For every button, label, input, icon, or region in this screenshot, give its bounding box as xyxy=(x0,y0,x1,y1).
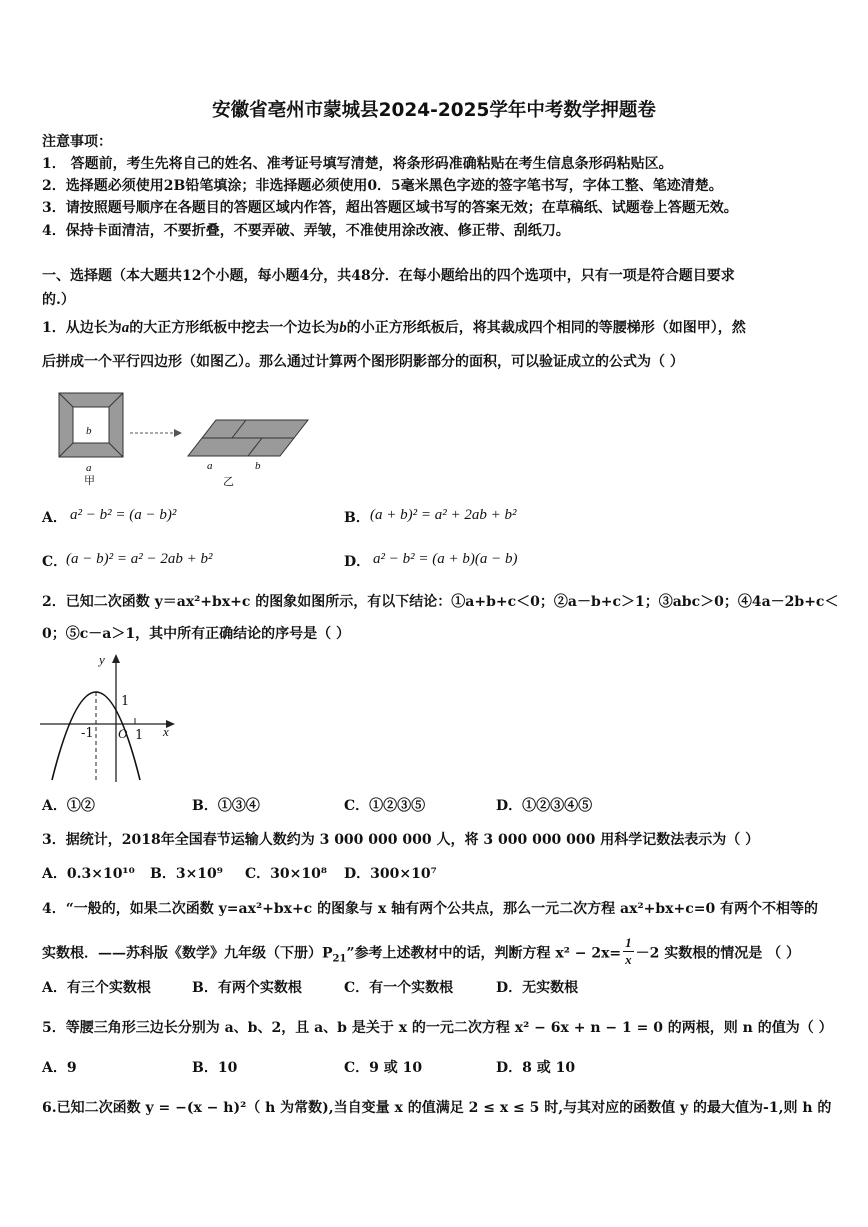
q1-figure-jia-caption: 甲 xyxy=(84,474,95,487)
q5-option-a: A．9 xyxy=(42,1060,77,1076)
q2-option-c: C．①②③⑤ xyxy=(344,798,426,814)
q4-text-line2: 实数根．——苏科版《数学》九年级（下册）$P_{21}$”参考上述教材中的话，判断方程 x² − 2x= $\frac{1}{x}$ －2 实数根的情况是 （ ） xyxy=(42,935,801,967)
q4-option-d: D．无实数根 xyxy=(496,980,579,996)
q3-option-c: C．30×10⁸ xyxy=(245,866,327,882)
q1-option-a-label: A． xyxy=(42,510,67,526)
q1-figure-yi-caption: 乙 xyxy=(223,475,234,488)
q3-option-b: B．3×10⁹ xyxy=(150,866,223,882)
q1-option-d-label: D． xyxy=(344,554,371,570)
q2-graph-tick-1: 1 xyxy=(135,728,144,743)
q2-graph-tick-neg1: -1 xyxy=(81,726,94,741)
q4-option-a: A．有三个实数根 xyxy=(42,980,151,996)
section-heading-cont: 的.） xyxy=(42,292,75,308)
q1-option-d-formula: a² − b² = (a + b)(a − b) xyxy=(373,551,518,567)
q1-figure-yi xyxy=(186,419,310,457)
q2-graph-x-label: x xyxy=(163,724,169,739)
q1-option-b-label: B． xyxy=(344,510,370,526)
q5-option-d: D．8 或 10 xyxy=(496,1060,576,1076)
q2-option-b: B．①③④ xyxy=(192,798,260,814)
q3-text: 3．据统计，2018年全国春节运输人数约为 3 000 000 000 人，将 3 000 000 000 用科学记数法表示为（ ） xyxy=(42,832,760,848)
q1-figure-jia-a: a xyxy=(86,462,92,474)
q3-option-a: A．0.3×10¹⁰ xyxy=(42,866,135,882)
notice-item-3: 3．请按照题号顺序在各题目的答题区域内作答，超出答题区域书写的答案无效；在草稿纸、试题卷上答题无效。 xyxy=(42,200,738,216)
notice-item-2: 2．选择题必须使用2B铅笔填涂；非选择题必须使用0．5毫米黑色字迹的签字笔书写，字体工整、笔迹清楚。 xyxy=(42,178,723,194)
notice-item-1: 1． 答题前，考生先将自己的姓名、准考证号填写清楚，将条形码准确粘贴在考生信息条形码粘贴区。 xyxy=(42,156,673,172)
notice-heading: 注意事项： xyxy=(42,134,112,150)
q5-option-c: C．9 或 10 xyxy=(344,1060,423,1076)
q6-text: 6.已知二次函数 y = −(x − h)²（ h 为常数),当自变量 x 的值满足 2 ≤ x ≤ 5 时,与其对应的函数值 y 的最大值为-1,则 h 的 xyxy=(42,1100,832,1116)
q4-option-c: C．有一个实数根 xyxy=(344,980,454,996)
q1-text-line2: 后拼成一个平行四边形（如图乙）。那么通过计算两个图形阴影部分的面积，可以验证成立的公式为（ ） xyxy=(42,354,684,370)
q1-figure-yi-b: b xyxy=(255,460,261,472)
q3-option-d: D．300×10⁷ xyxy=(344,866,437,882)
q2-parabola-graph xyxy=(38,652,178,786)
q4-text-line1: 4．“一般的，如果二次函数 y=ax²+bx+c 的图象与 x 轴有两个公共点，那么一元二次方程 ax²+bx+c=0 有两个不相等的 xyxy=(42,901,819,917)
q1-figure-yi-a: a xyxy=(207,460,213,472)
q2-graph-y-label: y xyxy=(99,652,105,667)
q2-option-d: D．①②③④⑤ xyxy=(496,798,593,814)
q2-graph-y-tick-1: 1 xyxy=(121,694,130,709)
q1-option-b-formula: (a + b)² = a² + 2ab + b² xyxy=(370,507,517,523)
q2-graph-origin: O xyxy=(118,726,128,741)
q1-figure-jia-b: b xyxy=(86,425,92,437)
q5-option-b: B．10 xyxy=(192,1060,238,1076)
q1-option-a-formula: a² − b² = (a − b)² xyxy=(70,507,177,523)
q2-text-line2: 0；⑤c－a＞1，其中所有正确结论的序号是（ ） xyxy=(42,626,350,642)
q2-text-line1: 2．已知二次函数 y＝ax²+bx+c 的图象如图所示，有以下结论：①a+b+c＜0；②a－b+c＞1；③abc＞0；④4a－2b+c＜ xyxy=(42,594,839,610)
q1-option-c-formula: (a − b)² = a² − 2ab + b² xyxy=(66,551,213,567)
page-title: 安徽省亳州市蒙城县2024-2025学年中考数学押题卷 xyxy=(212,100,656,121)
section-heading: 一、选择题（本大题共12个小题，每小题4分，共48分．在每小题给出的四个选项中，只有一项是符合题目要求 xyxy=(42,268,735,284)
q5-text: 5．等腰三角形三边长分别为 a、b、2，且 a、b 是关于 x 的一元二次方程 x² − 6x + n − 1 = 0 的两根，则 n 的值为（ ） xyxy=(42,1020,833,1036)
notice-item-4: 4．保持卡面清洁，不要折叠，不要弄破、弄皱，不准使用涂改液、修正带、刮纸刀。 xyxy=(42,223,570,239)
q4-option-b: B．有两个实数根 xyxy=(192,980,302,996)
q1-option-c-label: C． xyxy=(42,554,68,570)
q1-text-line1: 1．从边长为a的大正方形纸板中挖去一个边长为b的小正方形纸板后，将其裁成四个相同的等腰梯形（如图甲），然 xyxy=(42,320,746,336)
q1-arrow-icon xyxy=(130,423,182,433)
q2-option-a: A．①② xyxy=(42,798,95,814)
